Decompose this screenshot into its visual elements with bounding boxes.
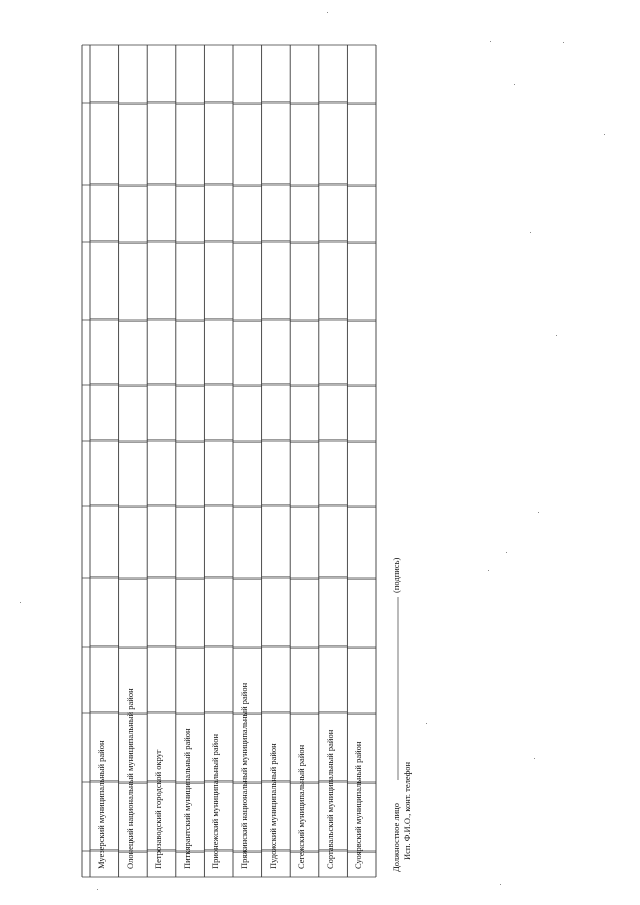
table-row-label: Сегежский муниципальный район [296, 744, 307, 869]
table-row-label: Прионежский муниципальный район [210, 734, 221, 869]
signature-label: (подпись) [391, 557, 401, 593]
position-label: Должностное лицо [391, 803, 401, 872]
scan-speck [490, 41, 491, 42]
scan-speck [563, 42, 564, 43]
scan-speck [556, 335, 557, 336]
scan-speck [97, 889, 98, 890]
table-row-label: Питкярантский муниципальный район [181, 728, 192, 869]
table-row-label: Сортавальский муниципальный район [324, 729, 335, 869]
table-row-label: Пудожский муниципальный район [267, 743, 278, 869]
scan-speck [506, 552, 507, 553]
scan-speck [604, 134, 605, 135]
table-row-label: Петрозаводский городской округ [153, 749, 164, 869]
scan-speck [327, 12, 328, 13]
scan-speck [530, 232, 531, 233]
scan-speck [538, 512, 539, 513]
table-row-label: Олонецкий национальный муниципальный район [124, 688, 135, 869]
scan-speck [20, 602, 21, 603]
table-row-label: Пряжинский национальный муниципальный район [239, 682, 249, 869]
table-row-label: Муезерский муниципальный район [96, 740, 106, 869]
executor-label: Исп. Ф.И.О., конт. телефон [402, 761, 412, 860]
scan-speck [534, 758, 535, 759]
scan-speck [514, 84, 515, 85]
scan-speck [488, 570, 489, 571]
table-row-label: Суоярвский муниципальный район [353, 741, 364, 869]
scan-speck [500, 884, 501, 885]
scan-speck [426, 723, 427, 724]
